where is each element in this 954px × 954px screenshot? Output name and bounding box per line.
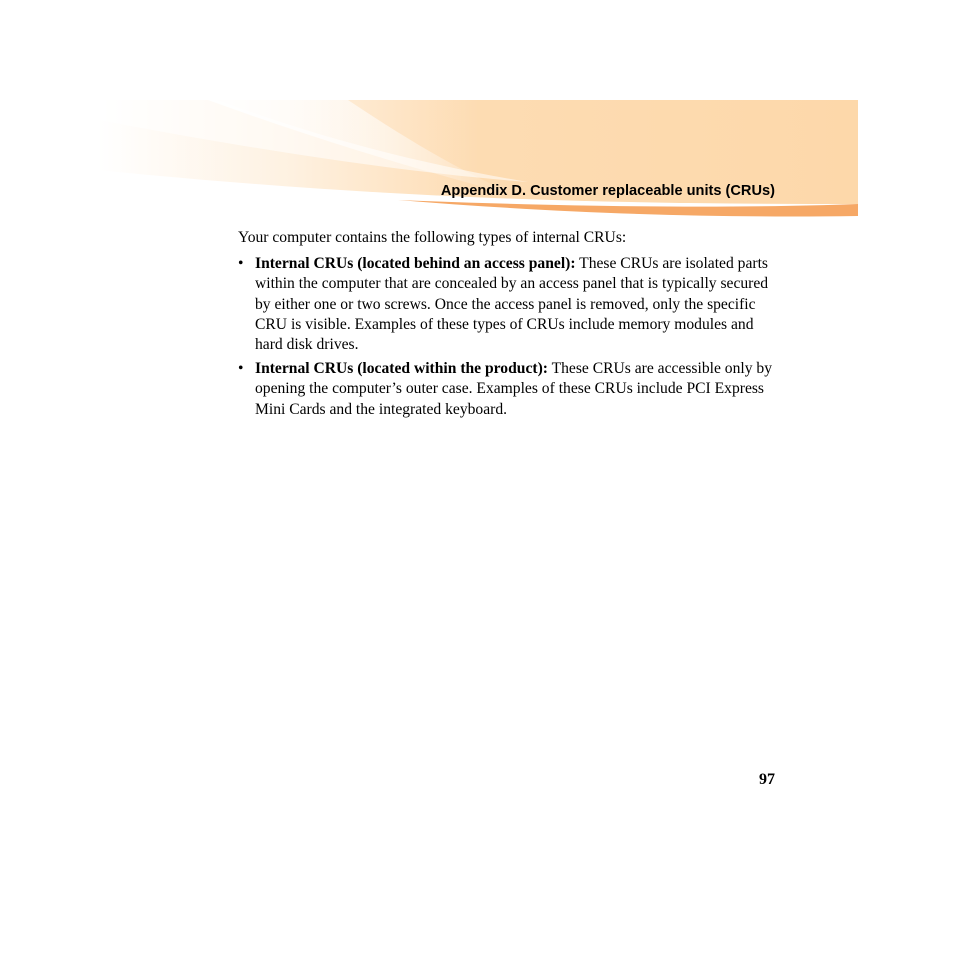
list-item-text: These CRUs are accessible only by opening the computer’s outer case. Examples of these CRUs include PCI Express Mini Cards and the integrated keyboard. bbox=[255, 360, 772, 418]
page-number: 97 bbox=[759, 771, 775, 788]
list-item-term: Internal CRUs (located within the product): bbox=[255, 360, 548, 378]
running-header-title: Appendix D. Customer replaceable units (CRUs) bbox=[440, 183, 775, 199]
list-item bbox=[238, 359, 783, 420]
list-item-text: These CRUs are isolated parts within the computer that are concealed by an access panel that is typically secured by either one or two screws. Once the access panel is removed, only the specific CRU is visible. Examples of these types of CRUs include memory modules and hard disk drives. bbox=[255, 255, 769, 354]
list-item bbox=[238, 254, 783, 355]
bullet-icon: • bbox=[238, 255, 244, 273]
header-decorative-band bbox=[98, 100, 858, 218]
bullet-icon: • bbox=[238, 360, 244, 378]
main-content bbox=[238, 228, 783, 424]
cru-types-list bbox=[238, 254, 783, 420]
intro-paragraph: Your computer contains the following types of internal CRUs: bbox=[238, 229, 627, 246]
list-item-term: Internal CRUs (located behind an access panel): bbox=[255, 255, 576, 273]
header-swoosh-graphic bbox=[98, 100, 858, 218]
